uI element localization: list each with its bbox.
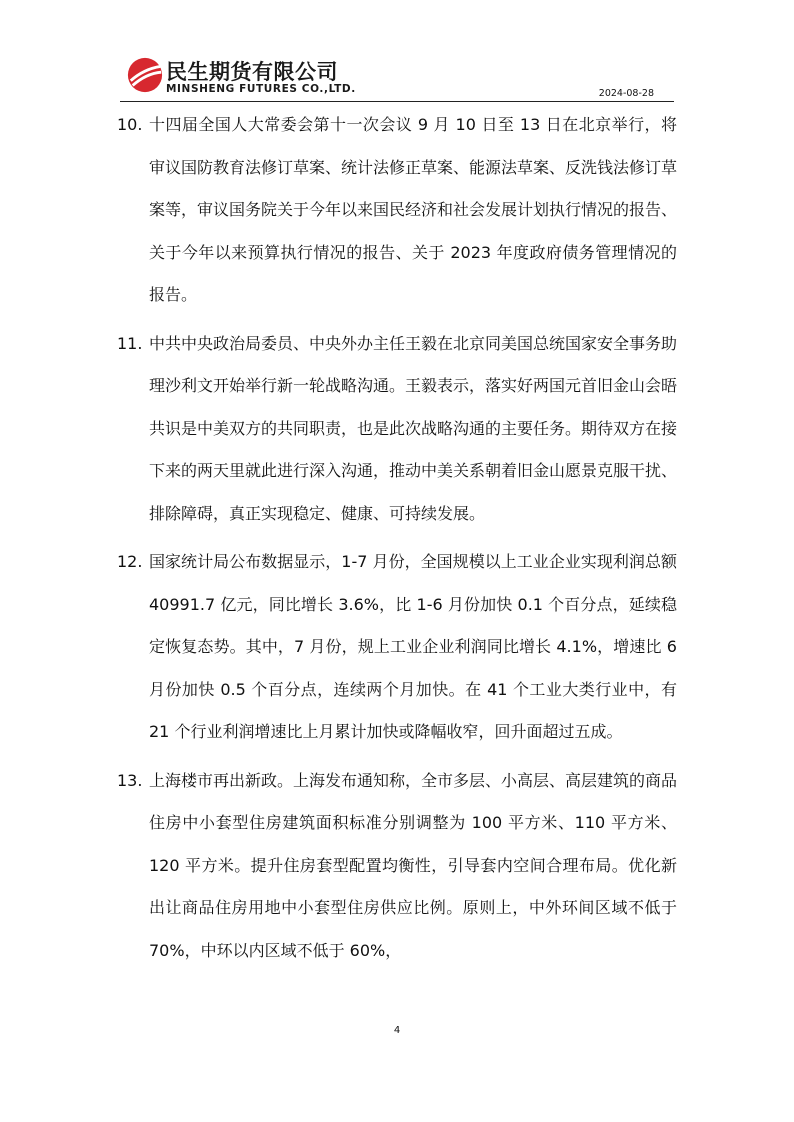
item-text: 国家统计局公布数据显示，1-7 月份，全国规模以上工业企业实现利润总额 40991.7 亿元，同比增长 3.6%，比 1-6 月份加快 0.1 个百分点，延续稳定恢复态势。其中，7 月份，规上工业企业利润同比增长 4.1%，增速比 6 月份加快 0.5 个百分点，连续两个月加快。在 41 个工业大类行业中，有 21 个行业利润增速比上月累计加快或降幅收窄，回升面超过五成。 — [149, 552, 677, 741]
news-list — [117, 104, 677, 978]
report-date: 2024-08-28 — [598, 88, 654, 99]
item-number: 13. — [117, 770, 143, 790]
page-number: 4 — [393, 1025, 401, 1036]
page-header — [120, 50, 674, 102]
news-item-12 — [117, 541, 677, 754]
company-name-cn: 民生期货有限公司 — [166, 60, 338, 84]
header-divider — [120, 101, 674, 102]
item-text: 上海楼市再出新政。上海发布通知称，全市多层、小高层、高层建筑的商品住房中小套型住房建筑面积标准分别调整为 100 平方米、110 平方米、120 平方米。提升住房套型配置均衡性，引导套内空间合理布局。优化新出让商品住房用地中小套型住房供应比例。原则上，中外环间区域不低于 70%，中环以内区域不低于 60%， — [149, 770, 678, 960]
news-item-10 — [117, 104, 677, 317]
item-number: 10. — [117, 115, 143, 134]
company-name-en: MINSHENG FUTURES CO.,LTD. — [166, 83, 356, 95]
item-text: 十四届全国人大常委会第十一次会议 9 月 10 日至 13 日在北京举行，将审议国防教育法修订草案、统计法修正草案、能源法草案、反洗钱法修订草案等，审议国务院关于今年以来国民经济和社会发展计划执行情况的报告、关于今年以来预算执行情况的报告、关于 2023 年度政府债务管理情况的报告。 — [149, 115, 678, 304]
minsheng-logo-icon — [126, 56, 164, 94]
news-item-11 — [117, 323, 677, 536]
item-text: 中共中央政治局委员、中央外办主任王毅在北京同美国总统国家安全事务助理沙利文开始举行新一轮战略沟通。王毅表示，落实好两国元首旧金山会晤共识是中美双方的共同职责，也是此次战略沟通的主要任务。期待双方在接下来的两天里就此进行深入沟通，推动中美关系朝着旧金山愿景克服干扰、排除障碍，真正实现稳定、健康、可持续发展。 — [149, 333, 678, 523]
item-number: 12. — [117, 552, 143, 571]
news-item-13 — [117, 760, 677, 973]
item-number: 11. — [117, 333, 143, 353]
